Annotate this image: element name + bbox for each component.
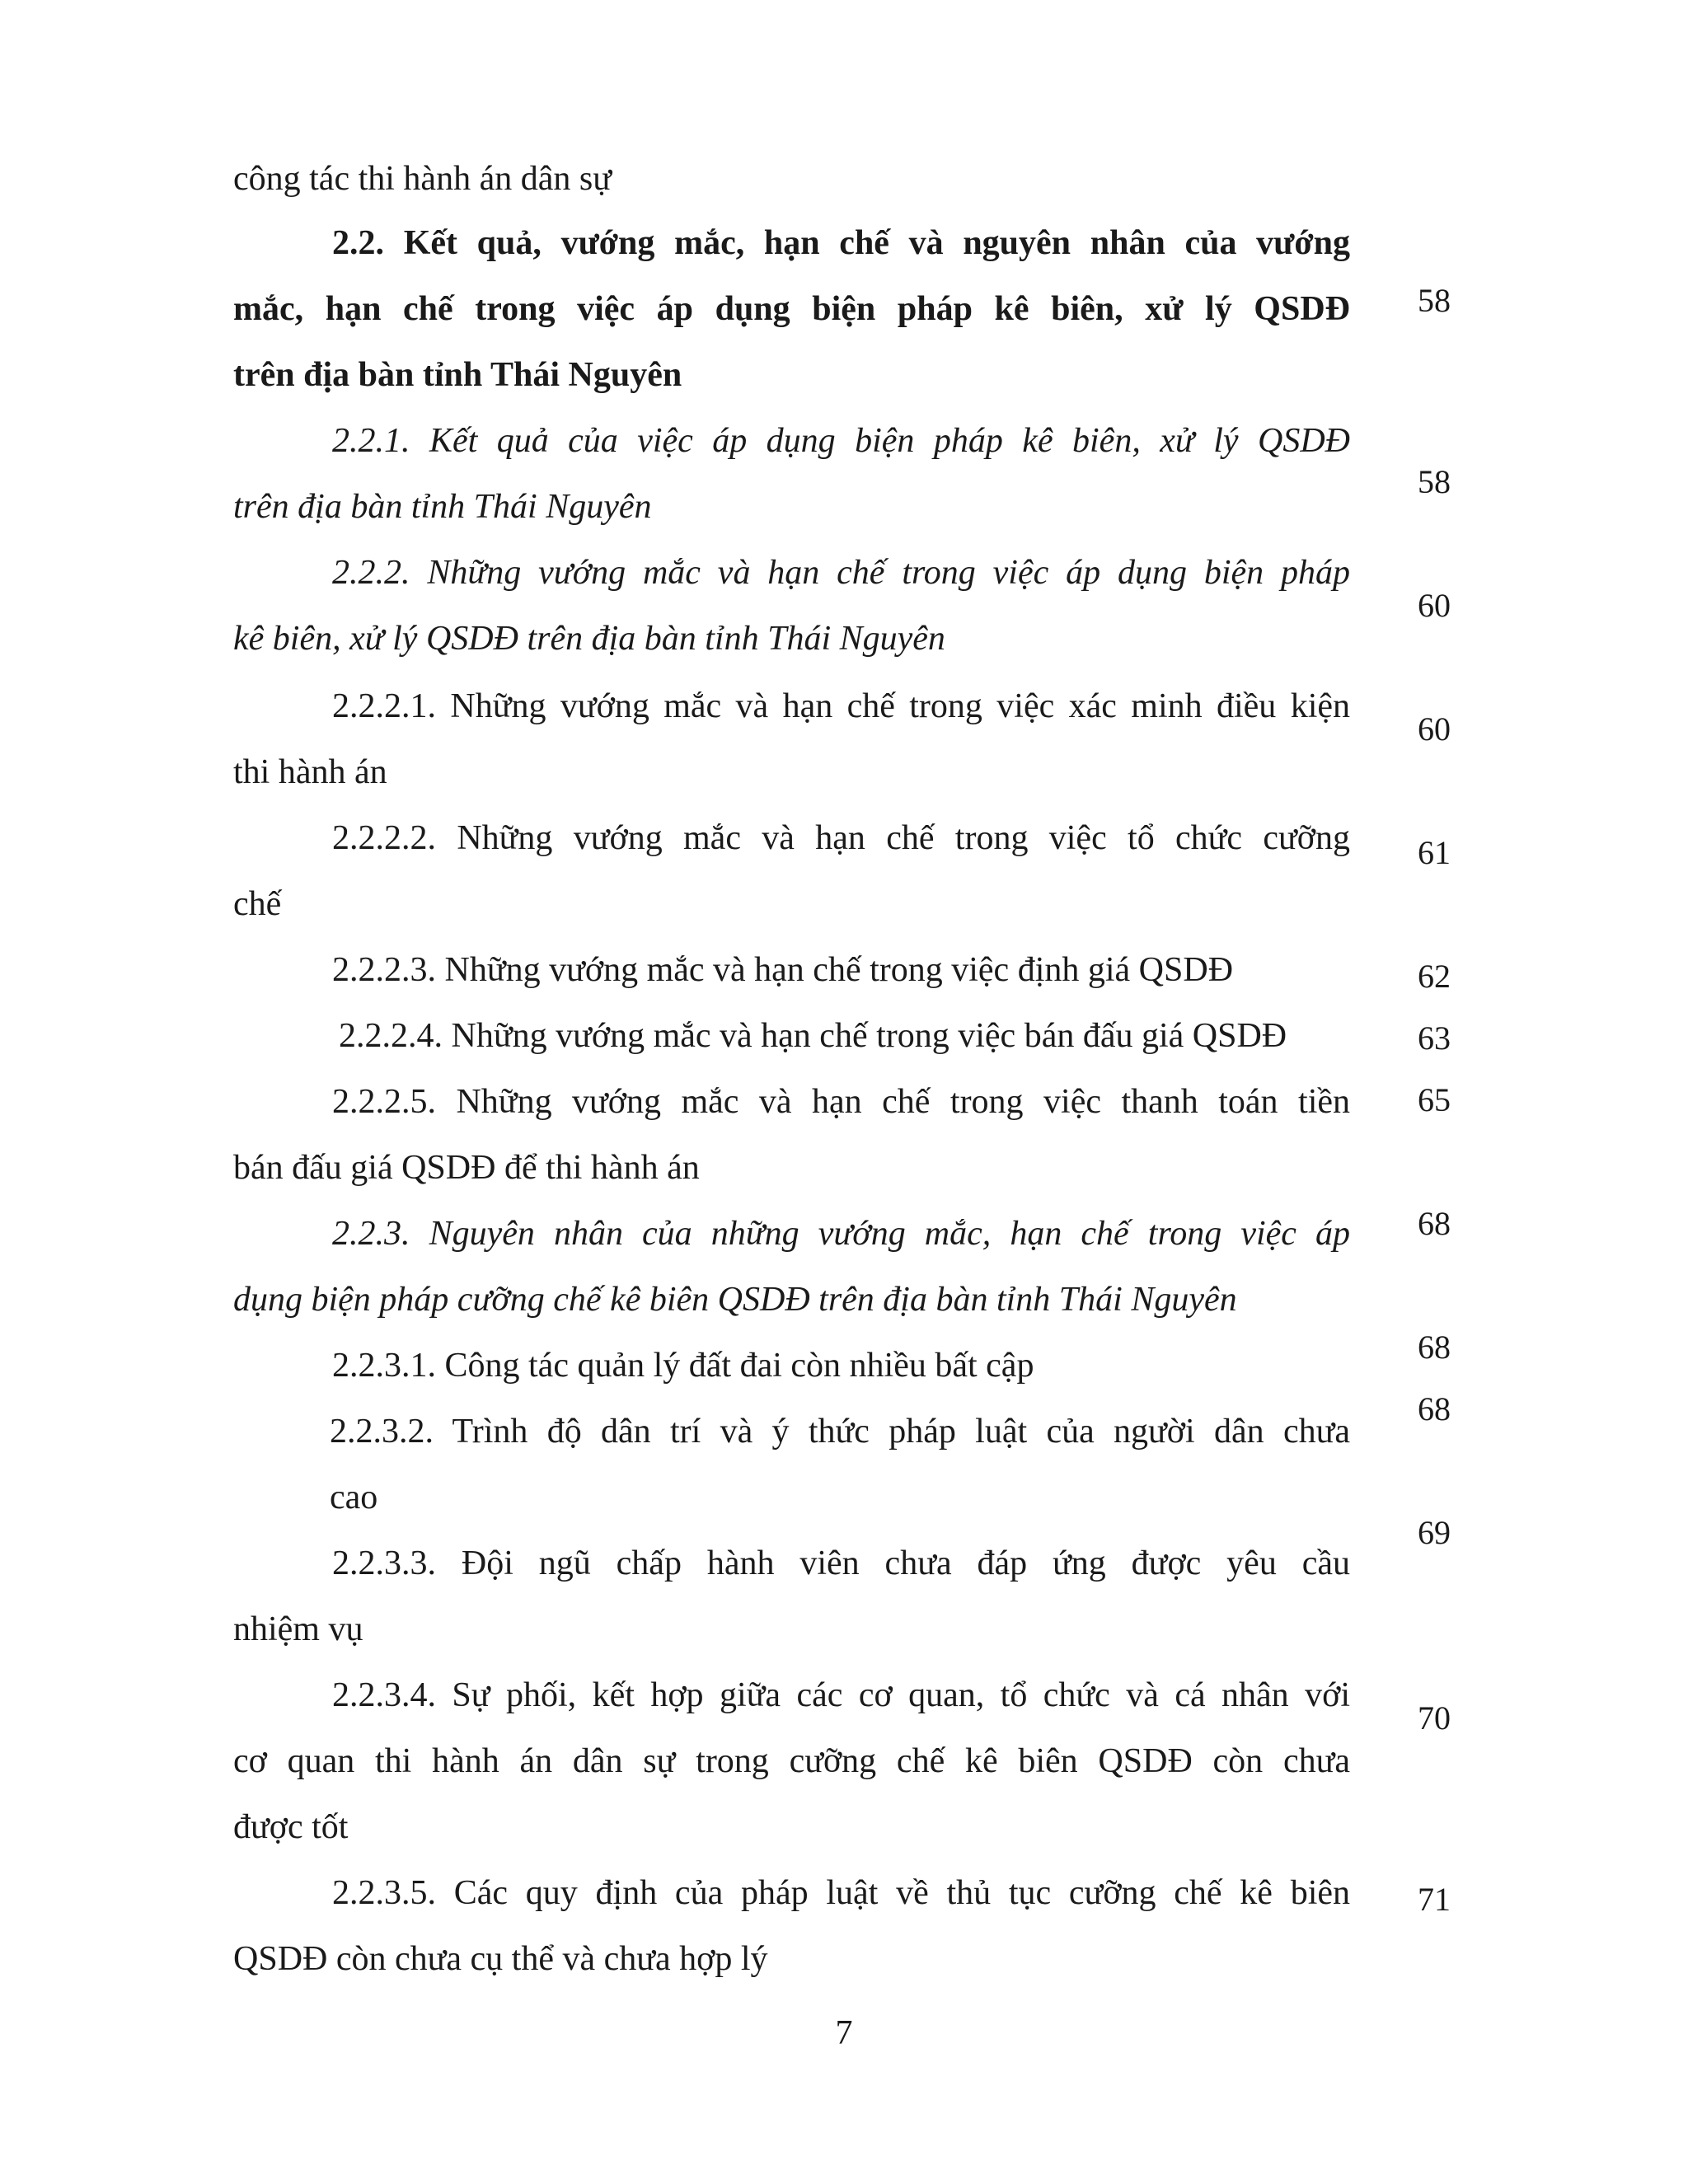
toc-page-number: 68: [1418, 1205, 1451, 1242]
toc-subheading-line: 2.2.2. Những vướng mắc và hạn chế trong việc áp dụng biện pháp: [332, 554, 1350, 592]
toc-line: 2.2.3.2. Trình độ dân trí và ý thức pháp luật của người dân chưa: [330, 1413, 1350, 1451]
toc-line: 2.2.2.2. Những vướng mắc và hạn chế trong việc tổ chức cưỡng: [332, 819, 1350, 857]
toc-page-number: 71: [1418, 1881, 1451, 1918]
toc-page-number: 58: [1418, 282, 1451, 319]
toc-page-number: 58: [1418, 463, 1451, 500]
toc-line: QSDĐ còn chưa cụ thể và chưa hợp lý: [233, 1940, 768, 1978]
toc-line: chế: [233, 885, 282, 923]
toc-subheading-line: 2.2.3. Nguyên nhân của những vướng mắc, hạn chế trong việc áp: [332, 1215, 1350, 1253]
toc-line: cao: [330, 1479, 378, 1516]
toc-line: 2.2.2.4. Những vướng mắc và hạn chế trong việc bán đấu giá QSDĐ: [339, 1017, 1287, 1055]
toc-heading-line: trên địa bàn tỉnh Thái Nguyên: [233, 356, 682, 394]
toc-line: bán đấu giá QSDĐ để thi hành án: [233, 1149, 700, 1187]
toc-page-number: 60: [1418, 587, 1451, 624]
toc-page-number: 68: [1418, 1390, 1451, 1427]
toc-line: thi hành án: [233, 753, 387, 791]
toc-line: 2.2.3.3. Đội ngũ chấp hành viên chưa đáp ứng được yêu cầu: [332, 1544, 1350, 1582]
toc-page-number: 60: [1418, 710, 1451, 748]
toc-line: 2.2.2.3. Những vướng mắc và hạn chế trong việc định giá QSDĐ: [332, 951, 1234, 989]
toc-subheading-line: trên địa bàn tỉnh Thái Nguyên: [233, 488, 652, 526]
toc-line: 2.2.3.4. Sự phối, kết hợp giữa các cơ quan, tổ chức và cá nhân với: [332, 1676, 1350, 1714]
toc-page-number: 63: [1418, 1019, 1451, 1057]
toc-line: 2.2.3.5. Các quy định của pháp luật về thủ tục cưỡng chế kê biên: [332, 1874, 1350, 1912]
toc-page-number: 68: [1418, 1329, 1451, 1366]
toc-page-number: 62: [1418, 958, 1451, 995]
toc-page-number: 61: [1418, 834, 1451, 871]
toc-line: công tác thi hành án dân sự: [233, 160, 612, 198]
toc-subheading-line: dụng biện pháp cưỡng chế kê biên QSDĐ trên địa bàn tỉnh Thái Nguyên: [233, 1281, 1237, 1319]
toc-page-number: 69: [1418, 1514, 1451, 1551]
toc-heading-line: mắc, hạn chế trong việc áp dụng biện pháp kê biên, xử lý QSDĐ: [233, 290, 1350, 328]
toc-subheading-line: kê biên, xử lý QSDĐ trên địa bàn tỉnh Thái Nguyên: [233, 620, 945, 658]
toc-line: cơ quan thi hành án dân sự trong cưỡng chế kê biên QSDĐ còn chưa: [233, 1742, 1350, 1780]
toc-subheading-line: 2.2.1. Kết quả của việc áp dụng biện pháp kê biên, xử lý QSDĐ: [332, 422, 1350, 460]
toc-heading-line: 2.2. Kết quả, vướng mắc, hạn chế và nguyên nhân của vướng: [332, 224, 1350, 262]
toc-line: nhiệm vụ: [233, 1610, 363, 1648]
toc-line: 2.2.2.1. Những vướng mắc và hạn chế trong việc xác minh điều kiện: [332, 687, 1350, 725]
toc-line: 2.2.3.1. Công tác quản lý đất đai còn nhiều bất cập: [332, 1347, 1034, 1385]
toc-line: được tốt: [233, 1808, 349, 1846]
toc-line: 2.2.2.5. Những vướng mắc và hạn chế trong việc thanh toán tiền: [332, 1083, 1350, 1121]
toc-page-number: 70: [1418, 1699, 1451, 1736]
toc-page-number: 65: [1418, 1081, 1451, 1118]
page-number: 7: [835, 2014, 853, 2052]
